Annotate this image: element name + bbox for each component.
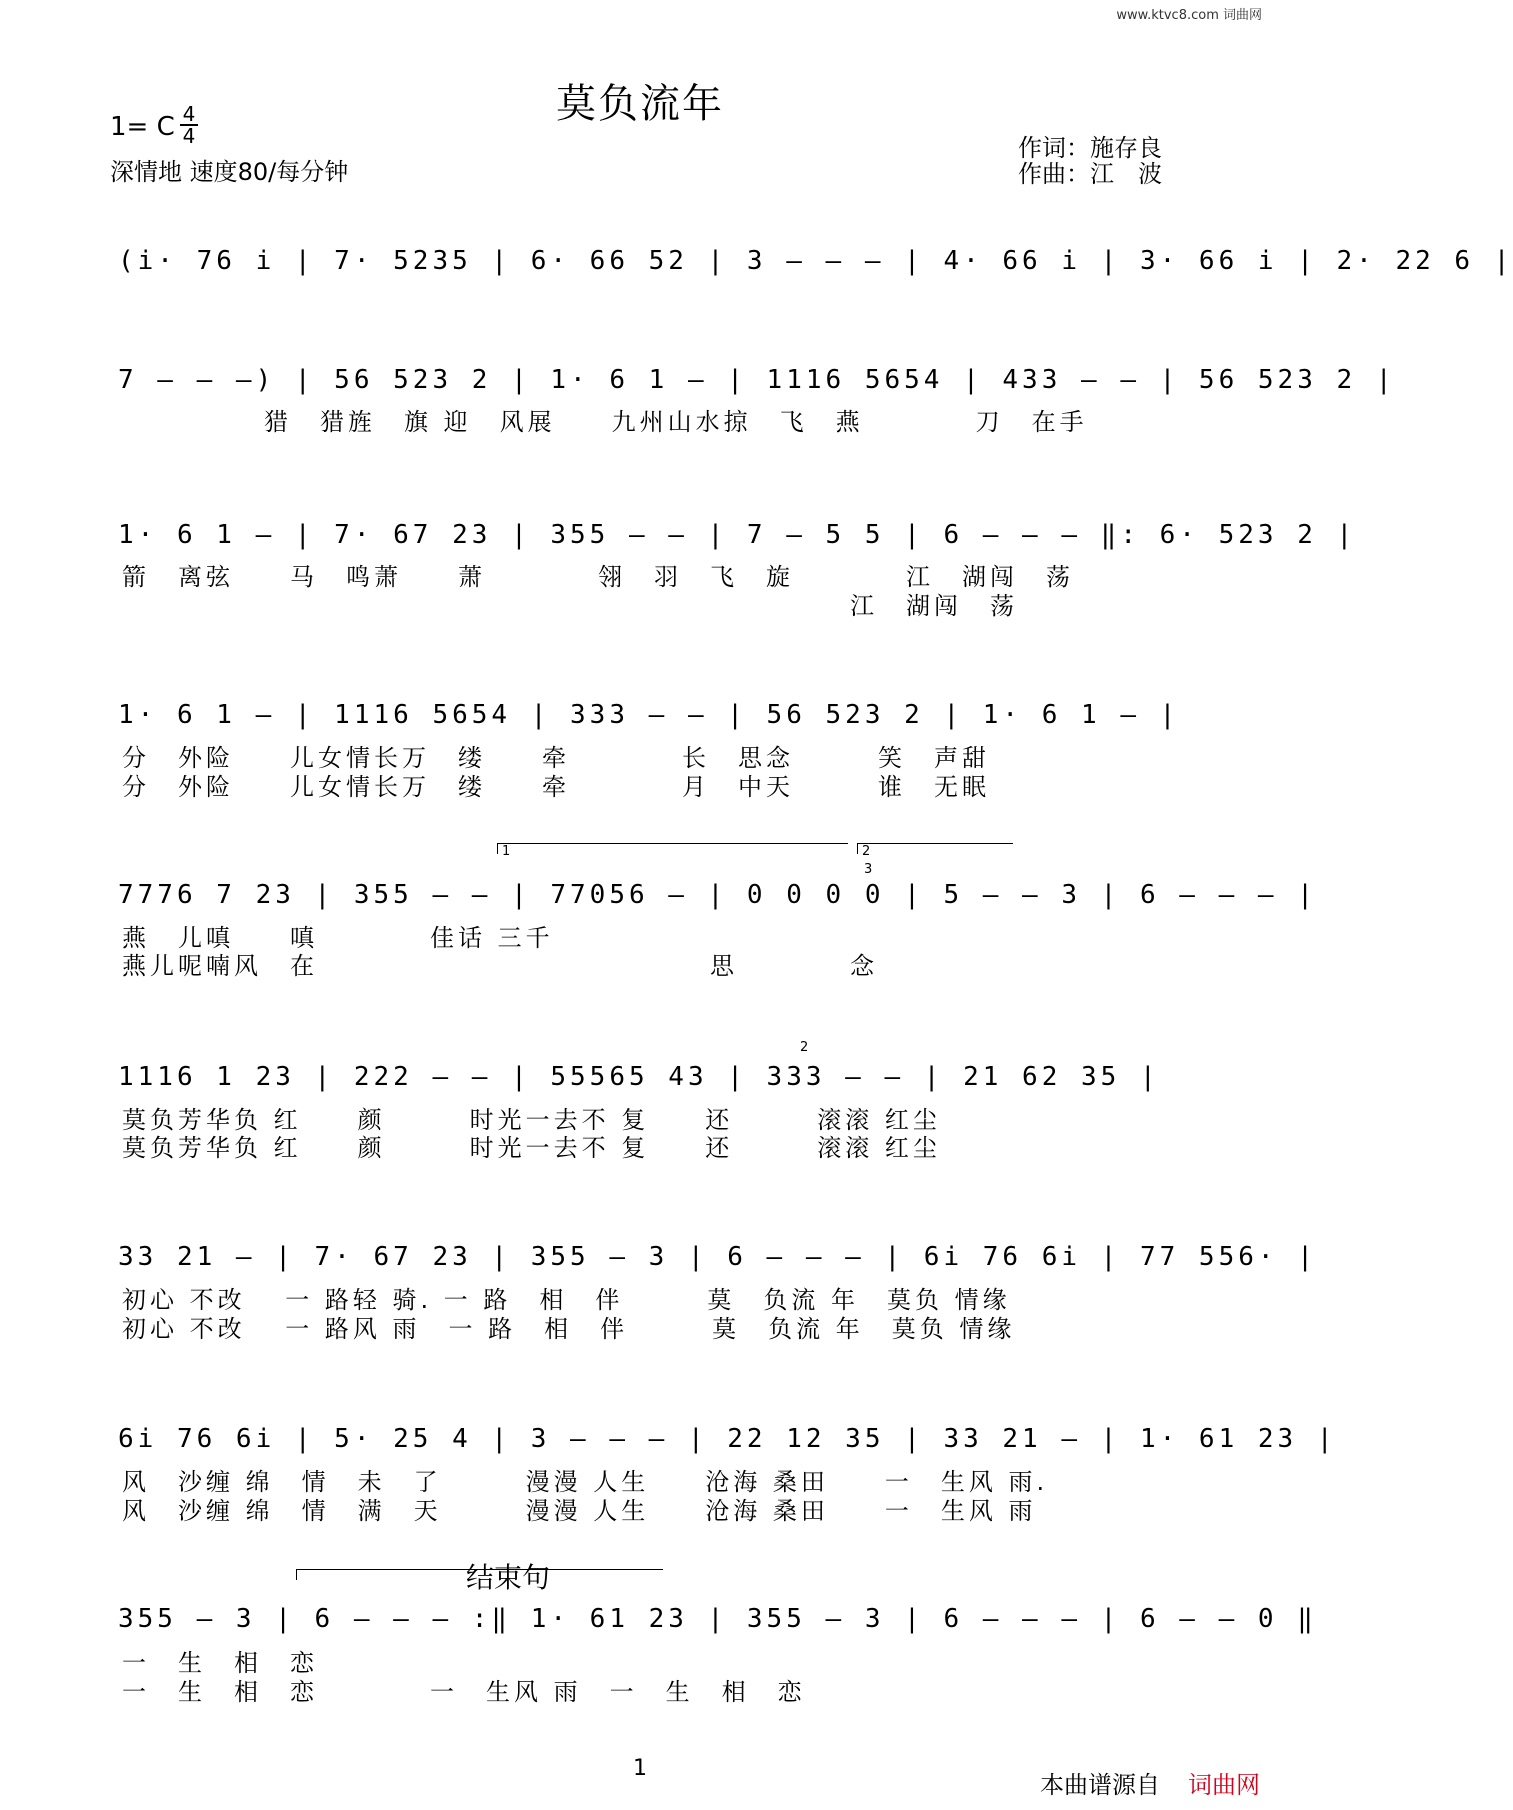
volta-number-2: 2 <box>862 844 871 859</box>
lyrics-line-8-verse-1: 风 沙缠 绵 情 未 了 漫漫 人生 沧海 桑田 一 生风 雨. <box>122 1468 1049 1496</box>
lyrics-line-8-verse-2: 风 沙缠 绵 情 满 天 漫漫 人生 沧海 桑田 一 生风 雨 <box>122 1497 1037 1525</box>
score-line-8: 6i 76 6i | 5· 25 4 | 3 — — — | 22 12 35 | 33 21 — | 1· 61 23 | <box>118 1424 1337 1454</box>
grace-note-line-5: 3 <box>864 862 873 877</box>
lyrics-line-5-verse-1: 燕 儿嗔 嗔 佳话 三千 <box>122 924 554 952</box>
grace-note-line-6: 2 <box>800 1040 809 1055</box>
time-signature-bottom: 4 <box>182 124 196 148</box>
time-signature <box>180 104 198 146</box>
lyrics-line-4-verse-1: 分 外险 儿女情长万 缕 牵 长 思念 笑 声甜 <box>122 744 990 772</box>
score-line-4: 1· 6 1 — | 1116 5654 | 333 — — | 56 523 2 | 1· 6 1 — | <box>118 700 1180 730</box>
lyrics-line-6-verse-2: 莫负芳华负 红 颜 时光一去不 复 还 滚滚 红尘 <box>122 1134 941 1162</box>
watermark: www.ktvc8.com 词曲网 <box>1116 8 1262 23</box>
lyrics-line-2-verse-1: 猎 猎旌 旗 迎 风展 九州山水掠 飞 燕 刀 在手 <box>264 408 1088 436</box>
score-line-5: 7776 7 23 | 355 — — | 77056 — | 0 0 0 0 | 5 — — 3 | 6 — — — | <box>118 880 1317 910</box>
song-title: 莫负流年 <box>556 81 724 127</box>
key-signature: 1= C <box>110 112 175 142</box>
composer-credit: 作曲：江 波 <box>1018 160 1162 188</box>
lyrics-line-5-verse-2: 燕儿呢喃风 在 思 念 <box>122 952 878 980</box>
score-line-2: 7 — — —) | 56 523 2 | 1· 6 1 — | 1116 5654 | 433 — — | 56 523 2 | <box>118 365 1396 395</box>
volta-bracket-1 <box>497 843 848 859</box>
lyrics-line-3-verse-2: 江 湖闯 荡 <box>122 592 1018 620</box>
score-line-1: (i· 76 i | 7· 5235 | 6· 66 52 | 3 — — — | 4· 66 i | 3· 66 i | 2· 22 6 | <box>118 246 1513 276</box>
ending-label: 结束句 <box>466 1561 551 1594</box>
score-line-7: 33 21 — | 7· 67 23 | 355 — 3 | 6 — — — | 6i 76 6i | 77 556· | <box>118 1242 1317 1272</box>
time-signature-top: 4 <box>182 102 196 126</box>
volta-bracket-2 <box>857 843 1013 859</box>
score-line-9: 355 — 3 | 6 — — — :‖ 1· 61 23 | 355 — 3 | 6 — — — | 6 — — 0 ‖ <box>118 1604 1317 1634</box>
lyrics-line-7-verse-1: 初心 不改 一 路轻 骑. 一 路 相 伴 莫 负流 年 莫负 情缘 <box>122 1286 1011 1314</box>
page-number: 1 <box>633 1756 647 1781</box>
lyrics-line-7-verse-2: 初心 不改 一 路风 雨 一 路 相 伴 莫 负流 年 莫负 情缘 <box>122 1315 1016 1343</box>
lyrics-line-3-verse-1: 箭 离弦 马 鸣萧 萧 翎 羽 飞 旋 江 湖闯 荡 <box>122 563 1074 591</box>
volta-number-1: 1 <box>502 844 511 859</box>
lyrics-line-4-verse-2: 分 外险 儿女情长万 缕 牵 月 中天 谁 无眠 <box>122 773 990 801</box>
lyrics-line-9-verse-1: 一 生 相 恋 <box>122 1649 318 1677</box>
source-site-logo: 词曲网 <box>1188 1771 1260 1799</box>
source-credit: 本曲谱源自 <box>1040 1771 1160 1799</box>
score-line-6: 1116 1 23 | 222 — — | 55565 43 | 333 — — | 21 62 35 | <box>118 1062 1160 1092</box>
score-line-3: 1· 6 1 — | 7· 67 23 | 355 — — | 7 — 5 5 | 6 — — — ‖: 6· 523 2 | <box>118 520 1357 550</box>
tempo-marking: 深情地 速度80/每分钟 <box>110 158 349 186</box>
lyrics-line-6-verse-1: 莫负芳华负 红 颜 时光一去不 复 还 滚滚 红尘 <box>122 1106 941 1134</box>
lyricist-credit: 作词：施存良 <box>1018 134 1162 162</box>
lyrics-line-9-verse-2: 一 生 相 恋 一 生风 雨 一 生 相 恋 <box>122 1678 806 1706</box>
